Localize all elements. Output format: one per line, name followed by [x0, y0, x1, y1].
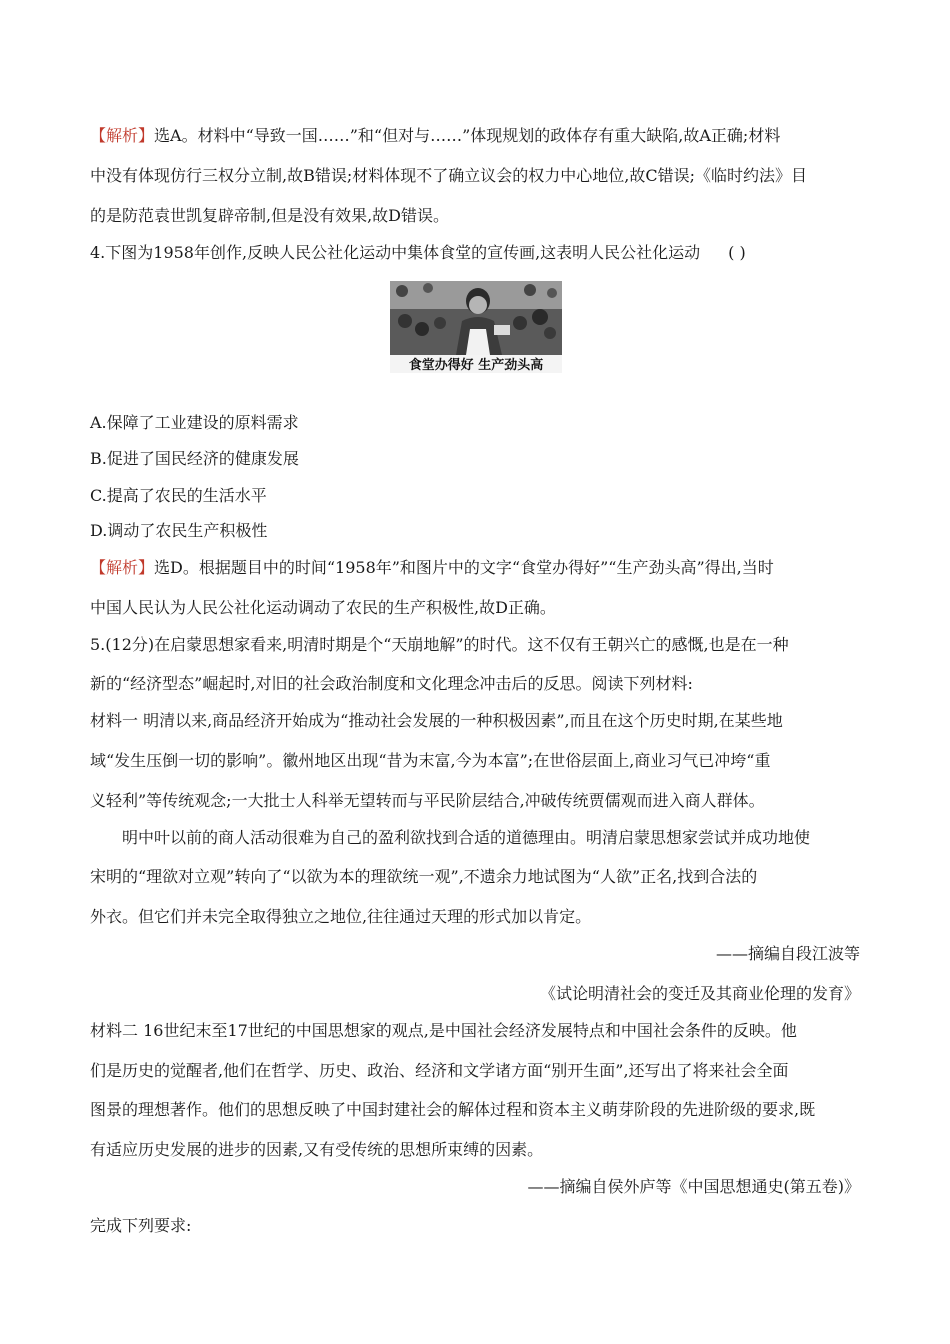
- q3-analysis-line-1: 【解析】选A。材料中“导致一国……”和“但对与……”体现规划的政体存有重大缺陷,故A正确;材料: [90, 126, 781, 145]
- q4-analysis-line-1: 【解析】选D。根据题目中的时间“1958年”和图片中的文字“食堂办得好”“生产劲头高”得出,当时: [90, 558, 774, 577]
- q5-intro-line-1: 5.(12分)在启蒙思想家看来,明清时期是个“天崩地解”的时代。这不仅有王朝兴亡的感慨,也是在一种: [90, 635, 789, 654]
- option-b: B.促进了国民经济的健康发展: [90, 449, 299, 468]
- analysis-tag: 【解析】: [90, 126, 155, 145]
- option-a: A.保障了工业建设的原料需求: [90, 413, 299, 432]
- q5-intro-line-2: 新的“经济型态”崛起时,对旧的社会政治制度和文化理念冲击后的反思。阅读下列材料:: [90, 674, 693, 693]
- material2-line-3: 图景的理想著作。他们的思想反映了中国封建社会的解体过程和资本主义萌芽阶段的先进阶级的要求,既: [90, 1100, 816, 1119]
- q3-analysis-line-2: 中没有体现仿行三权分立制,故B错误;材料体现不了确立议会的权力中心地位,故C错误;《临时约法》目: [90, 166, 807, 185]
- q4-analysis-line-2: 中国人民认为人民公社化运动调动了农民的生产积极性,故D正确。: [90, 598, 556, 617]
- material1-para2-line-1: 明中叶以前的商人活动很难为自己的盈利欲找到合适的道德理由。明清启蒙思想家尝试并成功地使: [122, 828, 811, 847]
- q3-analysis-line-3: 的是防范袁世凯复辟帝制,但是没有效果,故D错误。: [90, 206, 450, 225]
- requirement-heading: 完成下列要求:: [90, 1216, 192, 1235]
- material2-line-2: 们是历史的觉醒者,他们在哲学、历史、政治、经济和文学诸方面“别开生面”,还写出了将来社会全面: [90, 1061, 789, 1080]
- material1-line-3: 义轻利”等传统观念;一大批士人科举无望转而与平民阶层结合,冲破传统贾儒观而进入商人群体。: [90, 791, 765, 810]
- option-c: C.提高了农民的生活水平: [90, 486, 267, 505]
- material1-line-1: 材料一 明清以来,商品经济开始成为“推动社会发展的一种积极因素”,而且在这个历史时期,在某些地: [90, 711, 783, 730]
- material2-line-4: 有适应历史发展的进步的因素,又有受传统的思想所束缚的因素。: [90, 1140, 544, 1159]
- poster-caption: 食堂办得好 生产劲头高: [408, 358, 544, 373]
- answer-bracket: ( ): [728, 243, 746, 262]
- material1-para2-line-3: 外衣。但它们并未完全取得独立之地位,往往通过天理的形式加以肯定。: [90, 907, 592, 926]
- material1-para2-line-2: 宋明的“理欲对立观”转向了“以欲为本的理欲统一观”,不遗余力地试图为“人欲”正名,找到合法的: [90, 867, 758, 886]
- analysis-tag: 【解析】: [90, 558, 155, 577]
- q4-stem: 4.下图为1958年创作,反映人民公社化运动中集体食堂的宣传画,这表明人民公社化运动 ( ): [90, 243, 746, 262]
- material1-line-2: 域“发生压倒一切的影响”。徽州地区出现“昔为末富,今为本富”;在世俗层面上,商业习气已冲垮“重: [90, 751, 771, 770]
- material2-line-1: 材料二 16世纪末至17世纪的中国思想家的观点,是中国社会经济发展特点和中国社会条件的反映。他: [90, 1021, 797, 1040]
- material1-source-line-1: ——摘编自段江波等: [715, 944, 860, 963]
- material1-source-line-2: 《试论明清社会的变迁及其商业伦理的发育》: [539, 984, 860, 1003]
- material2-source: ——摘编自侯外庐等《中国思想通史(第五卷)》: [527, 1177, 860, 1196]
- option-d: D.调动了农民生产积极性: [90, 521, 268, 540]
- propaganda-poster-image: [390, 281, 562, 373]
